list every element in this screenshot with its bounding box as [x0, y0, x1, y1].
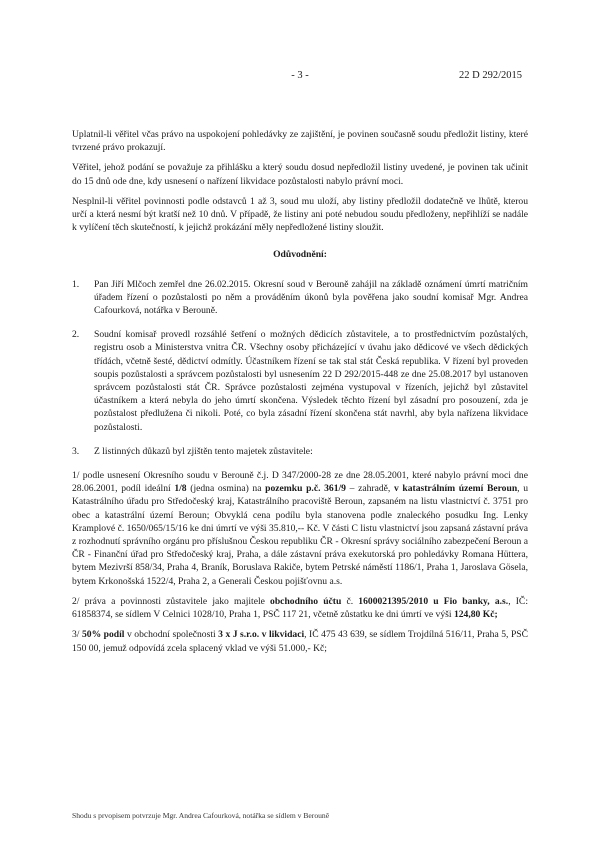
numbered-item [72, 278, 528, 318]
item-number: 3. [72, 445, 80, 457]
text: , u Katastrálního úřadu pro Středočeský kraj, Katastrálního pracoviště Beroun, zapsaném na listu vlastnictví č. 3751 pro obec a katastrální území Beroun; Obvyklá cena podílu byla stanovena podle znaleckého posudku Ing. Lenky Kramplové č. 1650/065/15/16 ke dni úmrtí ve výši 35.810,-- Kč. V části C listu vlastnictví jsou zapsaná zástavní práva z rozhodnutí správního orgánu pro příslušnou Českou republiku ČR - Okresní správy sociálního zabezpečení Beroun a ČR - Finanční úřad pro Středočeský kraj, Praha, a dále zástavní práva exekutorská pro pohledávky Romana Hüttera, bytem Mezivrší 858/34, Praha 4, Braník, Boruslava Rakiče, bytem Petrské náměstí 1186/1, Praha 1, Jaroslava Gösela, bytem Krkonošská 1522/4, Praha 2, a Generali Českou pojišťovnu a.s. [72, 483, 528, 587]
case-reference: 22 D 292/2015 [459, 70, 522, 81]
page-header [0, 70, 600, 84]
asset-item-1 [72, 469, 528, 588]
document-body [72, 128, 528, 662]
paragraph: Nesplnil-li věřitel povinnosti podle odstavců 1 až 3, soud mu uloží, aby listiny předložil dodatečně ve lhůtě, kterou určí a která nesmí být kratší než 10 dnů. V případě, že listiny ani poté nebudou soudu předloženy, nepřihlíží se nadále k vylíčení těch skutečností, k jejichž prokázání měly nepředložené listiny sloužit. [72, 195, 528, 234]
asset-item-3 [72, 628, 528, 654]
text: , IČ 475 43 639, se sídlem Trojdílná 516/11, Praha 5, PSČ 150 00, jemuž odpovídá zcela splacený vklad ve výši 51.000,- Kč; [72, 629, 529, 654]
company-name: 3 x J s.r.o. v likvidaci [218, 629, 305, 641]
item-number: 1. [72, 278, 80, 290]
text: č. [341, 595, 359, 607]
account-type: obchodního účtu [270, 595, 342, 607]
text: v obchodní společnosti [124, 629, 219, 641]
numbered-item [72, 328, 528, 434]
paragraph: Věřitel, jehož podání se považuje za přihlášku a který soudu dosud nepředložil listiny uvedené, je povinen tak učinit do 15 dnů ode dne, kdy usnesení o nařízení likvidace pozůstalosti nabylo právní moci. [72, 162, 528, 187]
text: 1/ podle usnesení Okresního soudu v Berouně č.j. D 347/2000-28 ze dne 28.05.2001, které nabylo právní moci dne 28.06.2001, podíl ideální [72, 470, 528, 495]
text: , IČ: 61858374, se sídlem V Celnici 1028/10, Praha 1, PSČ 117 21, včetně zůstatku ke dni úmrtí ve výši [72, 595, 528, 621]
item-text: Z listinných důkazů byl zjištěn tento majetek zůstavitele: [94, 445, 313, 457]
numbered-item [72, 445, 528, 458]
parcel-number: pozemku p.č. 361/9 [265, 483, 346, 495]
text: – zahradě, [345, 483, 394, 495]
text: 3/ [72, 629, 82, 641]
cadastral-area: v katastrálním území Beroun [393, 483, 518, 495]
item-text: Soudní komisař provedl rozsáhlé šetření o možných dědicích zůstavitele, a to prostřednictvím pozůstalých, registru osob a Ministerstva vnitra ČR. Všechny osoby přicházející v úvahu jako dědicové ve všech dědických třídách, včetně šesté, dědictví odmítly. Účastníkem řízení se tak stal stát Česká republika. V řízení byl proveden soupis pozůstalosti a správcem pozůstalosti byl usnesením 22 D 292/2015-448 ze dne 25.08.2017 byl ustanoven správcem pozůstalosti stát ČR. Správce pozůstalosti zejména vystupoval v řízeních, jejichž byl zůstavitel účastníkem a která nebyla do jeho úmrtí skončena. Výsledek těchto řízení byl zásadní pro posouzení, zda je pozůstalost předlužena či nikoli. Poté, co byla zásadní řízení skončena stát navrhl, aby byla nařízena likvidace pozůstalosti. [94, 329, 528, 433]
ownership-share: 50% podíl [81, 629, 125, 641]
asset-item-2 [72, 595, 528, 621]
account-balance: 124,80 Kč; [453, 609, 498, 621]
text: 2/ práva a povinnosti zůstavitele jako majitele [72, 595, 271, 607]
item-number: 2. [72, 329, 80, 341]
page-number: - 3 - [291, 70, 309, 81]
text: (jedna osmina) na [186, 483, 266, 495]
paragraph: Uplatnil-li věřitel včas právo na uspokojení pohledávky ze zajištění, je povinen současně soudu předložit listiny, které tvrzené právo prokazují. [72, 129, 528, 154]
item-text: Pan Jiří Mlčoch zemřel dne 26.02.2015. Okresní soud v Berouně zahájil na základě oznámení úmrtí matričním úřadem řízení o pozůstalosti po něm a prováděním úkonů byla pověřena jako soudní komisař Mgr. Andrea Cafourková, notářka v Berouně. [94, 278, 528, 317]
share-fraction: 1/8 [174, 483, 187, 495]
account-number: 1600021395/2010 u Fio banky, a.s. [358, 595, 509, 607]
section-heading: Odůvodnění: [273, 249, 327, 261]
certification-footer: Shodu s prvopisem potvrzuje Mgr. Andrea Cafourková, notářka se sídlem v Berouně [72, 811, 330, 820]
